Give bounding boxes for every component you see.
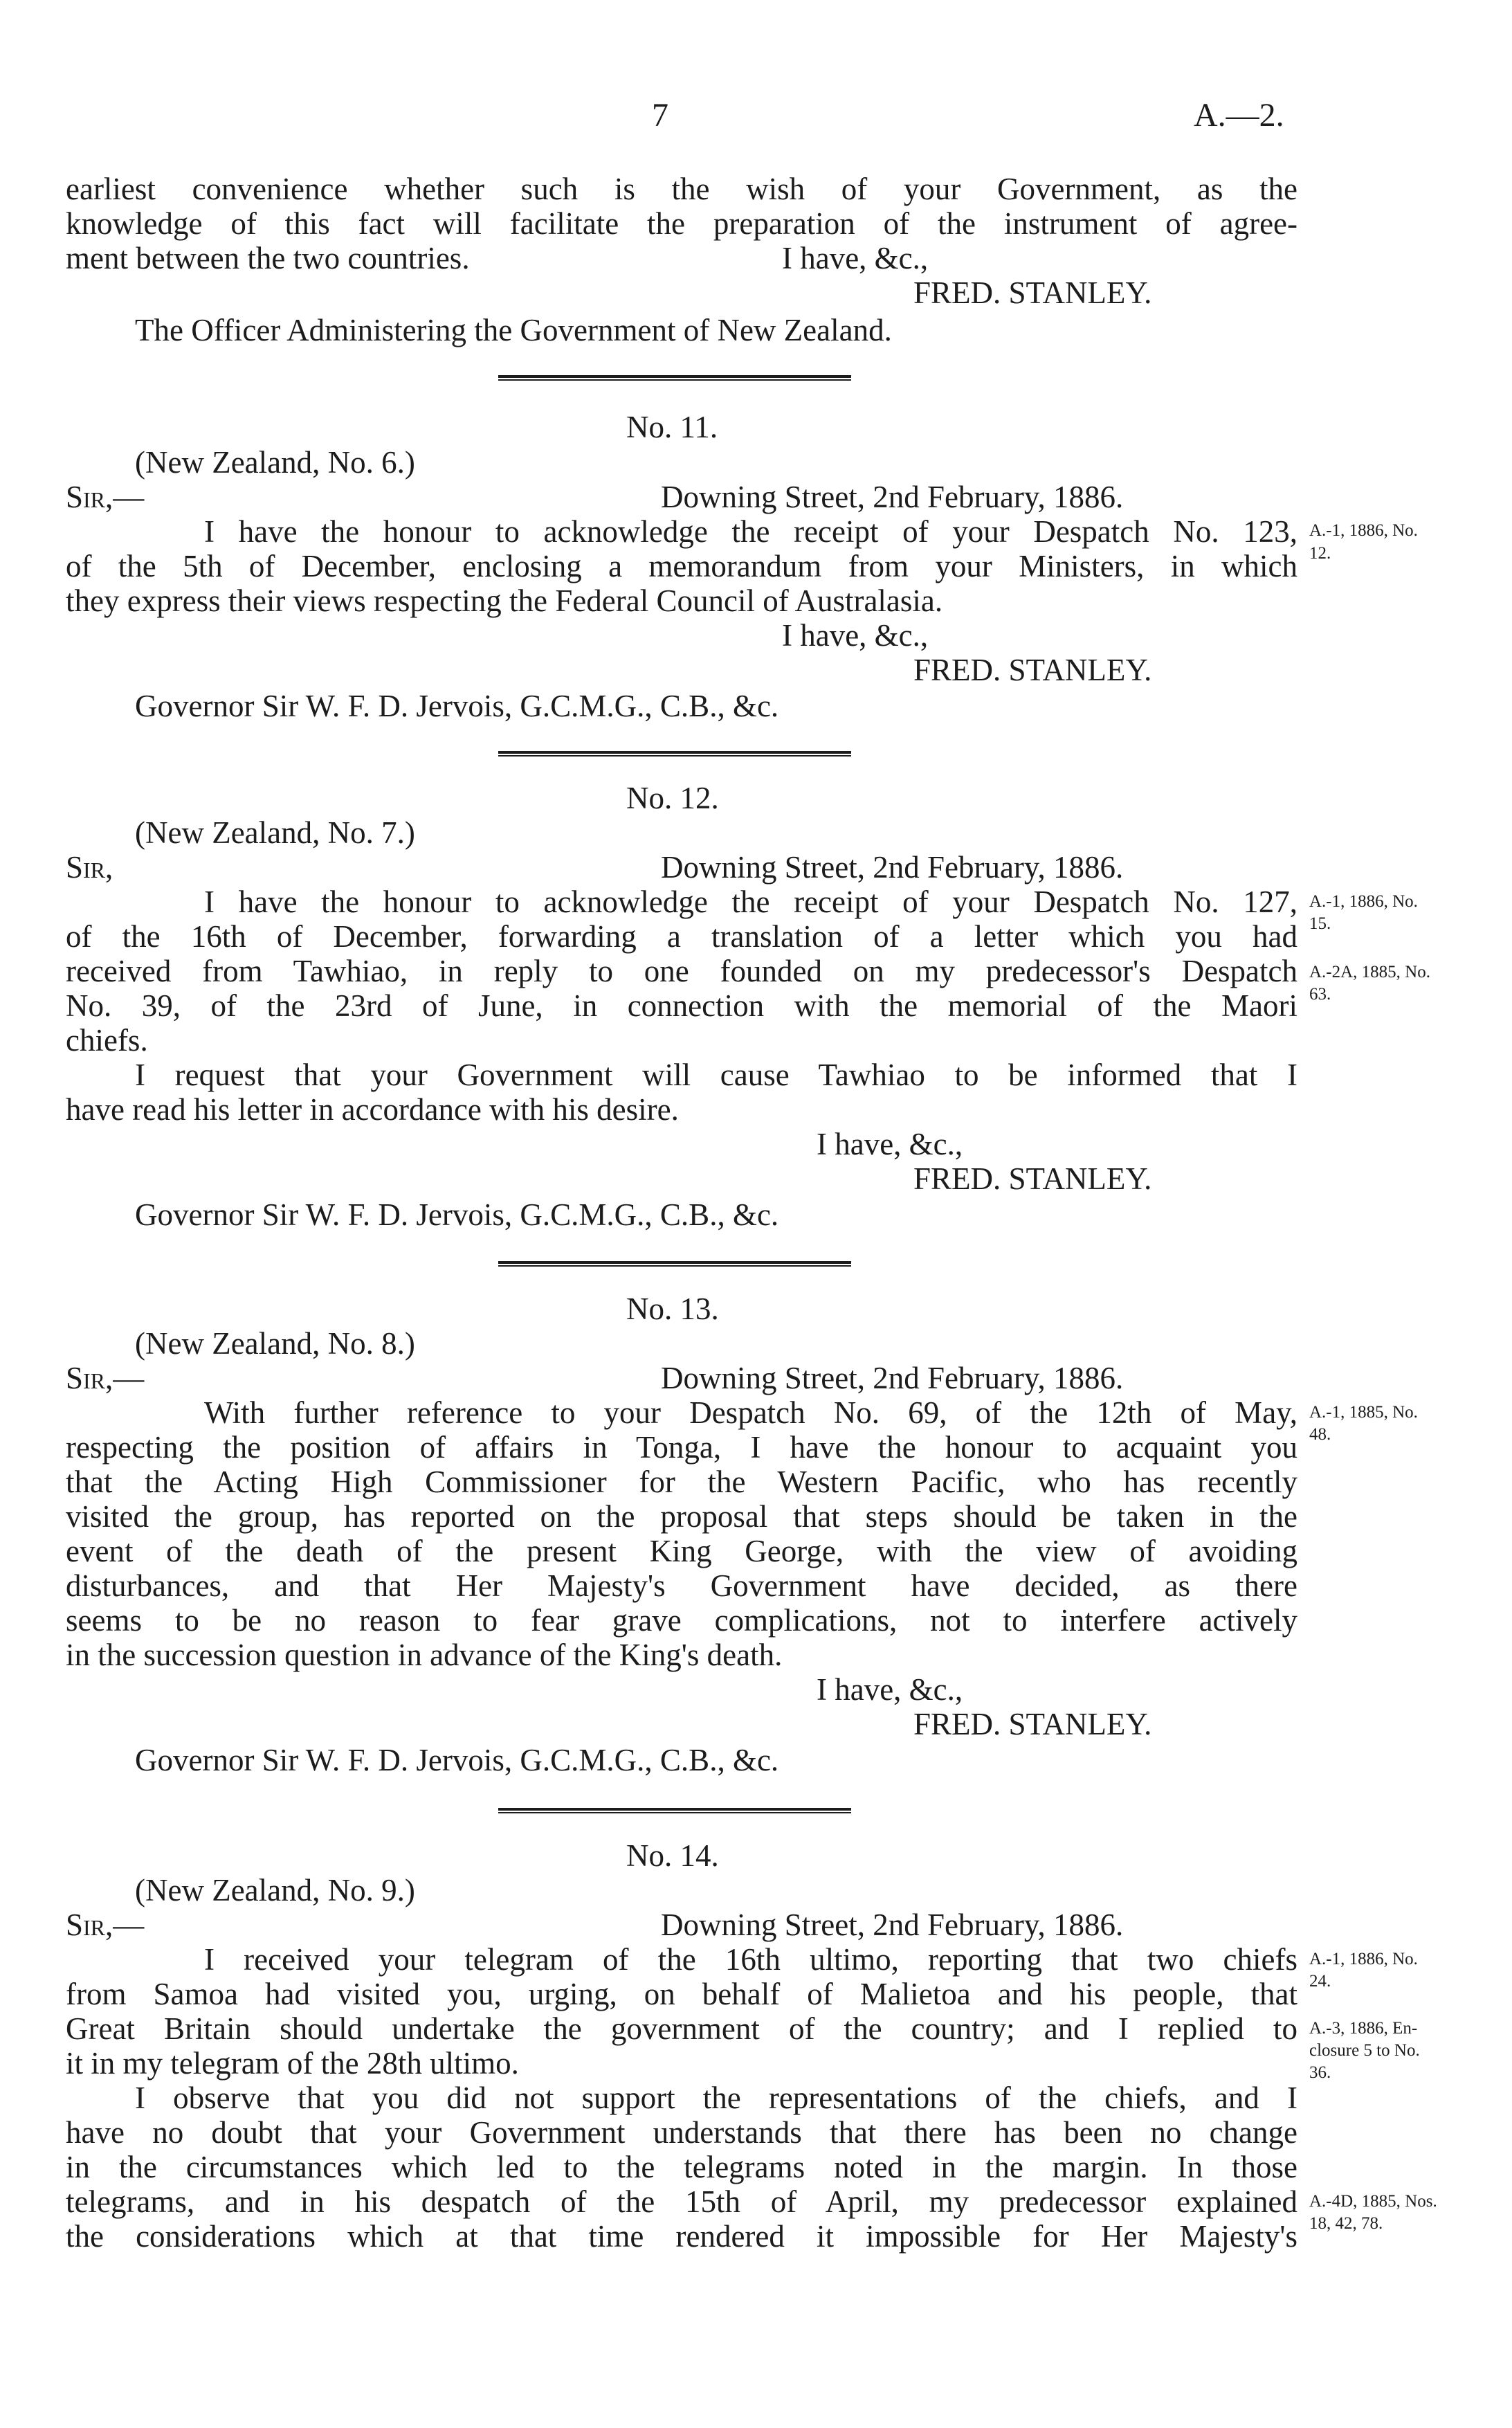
body-line: telegrams, and in his despatch of the 15th of April, my predecessor explained xyxy=(66,2184,1297,2219)
body-line: in the circumstances which led to the telegrams noted in the margin. In those xyxy=(66,2150,1297,2184)
despatch-reference: (New Zealand, No. 9.) xyxy=(135,1873,415,1908)
margin-note: A.-2A, 1885, No. xyxy=(1309,963,1430,981)
salutation: Sir, xyxy=(66,850,113,885)
body-line: from Samoa had visited you, urging, on behalf of Malietoa and his people, that xyxy=(66,1977,1297,2011)
margin-note: 48. xyxy=(1309,1425,1331,1444)
addressee: Governor Sir W. F. D. Jervois, G.C.M.G., C.B., &c. xyxy=(135,689,779,723)
body-line: of the 5th of December, enclosing a memorandum from your Ministers, in which xyxy=(66,549,1297,583)
closing: I have, &c., xyxy=(817,1127,963,1161)
despatch-number: No. 11. xyxy=(626,410,718,444)
section-rule xyxy=(498,1261,851,1267)
margin-note: 18, 42, 78. xyxy=(1309,2214,1383,2233)
margin-note: 12. xyxy=(1309,544,1331,563)
margin-note: 63. xyxy=(1309,985,1331,1004)
closing: I have, &c., xyxy=(782,241,929,275)
body-line: have read his letter in accordance with his desire. xyxy=(66,1092,679,1127)
body-line: I request that your Government will cause Tawhiao to be informed that I xyxy=(135,1058,1297,1092)
intro-line: ment between the two countries. xyxy=(66,241,470,275)
dateline: Downing Street, 2nd February, 1886. xyxy=(661,850,1124,885)
despatch-number: No. 13. xyxy=(626,1292,719,1326)
signature: FRED. STANLEY. xyxy=(913,275,1152,310)
addressee: Governor Sir W. F. D. Jervois, G.C.M.G., C.B., &c. xyxy=(135,1197,779,1232)
addressee: The Officer Administering the Government of New Zealand. xyxy=(135,313,892,347)
body-line: chiefs. xyxy=(66,1023,148,1058)
margin-note: A.-4D, 1885, Nos. xyxy=(1309,2192,1437,2211)
margin-note: A.-1, 1886, No. xyxy=(1309,892,1418,911)
body-line: seems to be no reason to fear grave complications, not to interfere actively xyxy=(66,1603,1297,1638)
body-line: I have the honour to acknowledge the receipt of your Despatch No. 123, xyxy=(204,514,1297,549)
despatch-number: No. 12. xyxy=(626,781,719,815)
body-line: the considerations which at that time rendered it impossible for Her Majesty's xyxy=(66,2219,1297,2254)
despatch-reference: (New Zealand, No. 7.) xyxy=(135,815,415,850)
dateline: Downing Street, 2nd February, 1886. xyxy=(661,1361,1124,1395)
body-line: of the 16th of December, forwarding a translation of a letter which you had xyxy=(66,919,1297,954)
body-line: event of the death of the present King George, with the view of avoiding xyxy=(66,1534,1297,1568)
body-line: received from Tawhiao, in reply to one founded on my predecessor's Despatch xyxy=(66,954,1297,988)
section-rule xyxy=(498,1808,851,1813)
body-line: I received your telegram of the 16th ultimo, reporting that two chiefs xyxy=(204,1942,1297,1977)
body-line: that the Acting High Commissioner for the Western Pacific, who has recently xyxy=(66,1465,1297,1499)
body-line: I observe that you did not support the representations of the chiefs, and I xyxy=(135,2081,1297,2115)
signature: FRED. STANLEY. xyxy=(913,1707,1152,1741)
closing: I have, &c., xyxy=(782,618,929,653)
closing: I have, &c., xyxy=(817,1672,963,1707)
body-line: disturbances, and that Her Majesty's Government have decided, as there xyxy=(66,1568,1297,1603)
salutation: Sir,— xyxy=(66,1908,145,1942)
body-line: visited the group, has reported on the proposal that steps should be taken in the xyxy=(66,1499,1297,1534)
body-line: Great Britain should undertake the government of the country; and I replied to xyxy=(66,2011,1297,2046)
despatch-reference: (New Zealand, No. 8.) xyxy=(135,1326,415,1361)
signature: FRED. STANLEY. xyxy=(913,653,1152,687)
margin-note: A.-3, 1886, En- xyxy=(1309,2019,1418,2038)
salutation: Sir,— xyxy=(66,480,145,514)
body-line: they express their views respecting the Federal Council of Australasia. xyxy=(66,583,943,618)
despatch-number: No. 14. xyxy=(626,1838,719,1873)
body-line: respecting the position of affairs in Tonga, I have the honour to acquaint you xyxy=(66,1430,1297,1465)
section-rule xyxy=(498,751,851,757)
margin-note: 15. xyxy=(1309,914,1331,933)
dateline: Downing Street, 2nd February, 1886. xyxy=(661,1908,1124,1942)
signature: FRED. STANLEY. xyxy=(913,1161,1152,1196)
margin-note: A.-1, 1886, No. xyxy=(1309,1950,1418,1968)
body-line: it in my telegram of the 28th ultimo. xyxy=(66,2046,519,2081)
intro-line: earliest convenience whether such is the wish of your Government, as the xyxy=(66,172,1297,206)
margin-note: closure 5 to No. xyxy=(1309,2041,1420,2060)
despatch-reference: (New Zealand, No. 6.) xyxy=(135,445,415,480)
section-rule xyxy=(498,375,851,381)
salutation: Sir,— xyxy=(66,1361,145,1395)
body-line: have no doubt that your Government understands that there has been no change xyxy=(66,2115,1297,2150)
addressee: Governor Sir W. F. D. Jervois, G.C.M.G., C.B., &c. xyxy=(135,1743,779,1777)
margin-note: 36. xyxy=(1309,2063,1331,2082)
intro-line: knowledge of this fact will facilitate the preparation of the instrument of agree- xyxy=(66,206,1297,241)
body-line: With further reference to your Despatch No. 69, of the 12th of May, xyxy=(204,1395,1297,1430)
body-line: I have the honour to acknowledge the receipt of your Despatch No. 127, xyxy=(204,885,1297,919)
body-line: in the succession question in advance of the King's death. xyxy=(66,1638,783,1672)
margin-note: A.-1, 1885, No. xyxy=(1309,1403,1418,1422)
body-line: No. 39, of the 23rd of June, in connection with the memorial of the Maori xyxy=(66,988,1297,1023)
paper-id: A.—2. xyxy=(1194,97,1284,134)
margin-note: 24. xyxy=(1309,1972,1331,1991)
dateline: Downing Street, 2nd February, 1886. xyxy=(661,480,1124,514)
page-number: 7 xyxy=(652,97,668,134)
margin-note: A.-1, 1886, No. xyxy=(1309,521,1418,540)
